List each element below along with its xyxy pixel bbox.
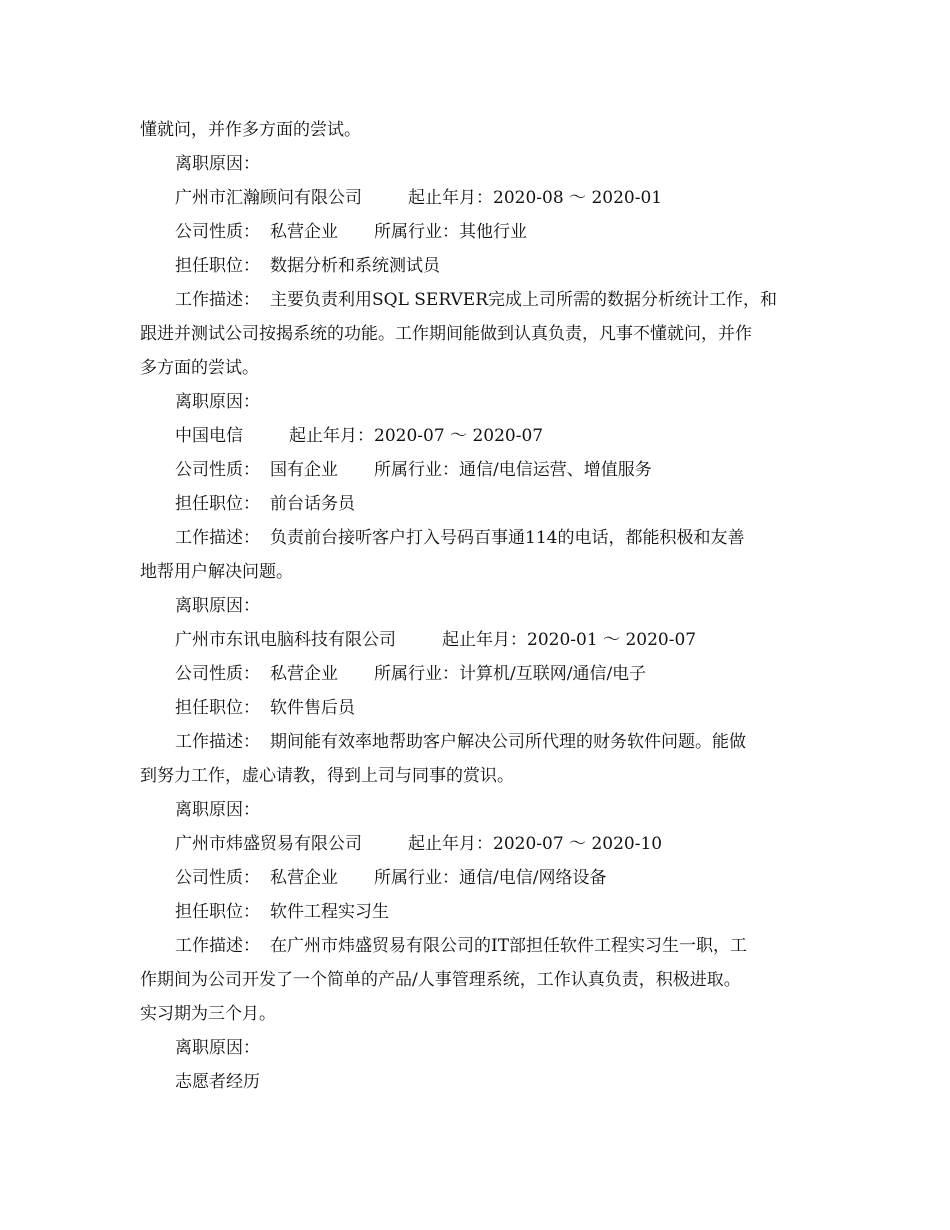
section-heading: 志愿者经历 (175, 1072, 260, 1092)
field-label: 离职原因： (175, 800, 260, 820)
position-row (140, 691, 812, 725)
field-label: 担任职位： (175, 698, 260, 718)
field-label: 工作描述： (175, 528, 260, 548)
company-header (140, 419, 812, 453)
position: 软件售后员 (270, 698, 355, 718)
company-type: 私营企业 (270, 222, 338, 242)
document-body (140, 113, 812, 1099)
company-name: 中国电信 (175, 426, 243, 446)
description-text: 主要负责利用SQL SERVER完成上司所需的数据分析统计工作，和 (270, 290, 778, 310)
section-heading-volunteer (140, 1065, 812, 1099)
company-header (140, 181, 812, 215)
description-text: 在广州市炜盛贸易有限公司的IT部担任软件工程实习生一职，工 (270, 936, 748, 956)
text-fragment: 懂就问，并作多方面的尝试。 (140, 120, 361, 140)
position-row (140, 249, 812, 283)
industry: 所属行业：计算机/互联网/通信/电子 (374, 664, 647, 684)
company-header (140, 827, 812, 861)
description-text: 跟进并测试公司按揭系统的功能。工作期间能做到认真负责，凡事不懂就问，并作 (140, 324, 752, 344)
description-row (140, 929, 812, 963)
description-text: 实习期为三个月。 (140, 1004, 276, 1024)
field-label: 离职原因： (175, 392, 260, 412)
leave-reason (140, 385, 812, 419)
company-header (140, 623, 812, 657)
description-text: 到努力工作，虚心请教，得到上司与同事的赏识。 (140, 766, 514, 786)
leave-reason (140, 147, 812, 181)
text-line (140, 113, 812, 147)
date-range: 起止年月：2020-08 ～ 2020-01 (408, 188, 663, 208)
field-label: 公司性质： (175, 868, 260, 888)
company-type: 私营企业 (270, 664, 338, 684)
company-name: 广州市炜盛贸易有限公司 (175, 834, 362, 854)
company-type: 私营企业 (270, 868, 338, 888)
field-label: 担任职位： (175, 494, 260, 514)
industry: 所属行业：通信/电信/网络设备 (374, 868, 607, 888)
position-row (140, 895, 812, 929)
description-row (140, 521, 812, 555)
company-type: 国有企业 (270, 460, 338, 480)
field-label: 离职原因： (175, 154, 260, 174)
company-type-row (140, 453, 812, 487)
text-line (140, 555, 812, 589)
text-line (140, 759, 812, 793)
text-line (140, 317, 812, 351)
company-type-row (140, 657, 812, 691)
field-label: 工作描述： (175, 290, 260, 310)
leave-reason (140, 1031, 812, 1065)
date-range: 起止年月：2020-01 ～ 2020-07 (442, 630, 697, 650)
date-range: 起止年月：2020-07 ～ 2020-10 (408, 834, 663, 854)
position: 数据分析和系统测试员 (270, 256, 440, 276)
field-label: 公司性质： (175, 222, 260, 242)
text-line (140, 963, 812, 997)
leave-reason (140, 589, 812, 623)
leave-reason (140, 793, 812, 827)
industry: 所属行业：通信/电信运营、增值服务 (374, 460, 652, 480)
field-label: 工作描述： (175, 936, 260, 956)
description-text: 负责前台接听客户打入号码百事通114的电话，都能积极和友善 (270, 528, 745, 548)
position-row (140, 487, 812, 521)
company-name: 广州市东讯电脑科技有限公司 (175, 630, 396, 650)
description-row (140, 283, 812, 317)
description-row (140, 725, 812, 759)
field-label: 担任职位： (175, 902, 260, 922)
description-text: 作期间为公司开发了一个简单的产品/人事管理系统，工作认真负责，积极进取。 (140, 970, 741, 990)
industry: 所属行业：其他行业 (374, 222, 527, 242)
position: 软件工程实习生 (270, 902, 389, 922)
field-label: 工作描述： (175, 732, 260, 752)
date-range: 起止年月：2020-07 ～ 2020-07 (289, 426, 544, 446)
company-type-row (140, 215, 812, 249)
field-label: 离职原因： (175, 596, 260, 616)
field-label: 担任职位： (175, 256, 260, 276)
field-label: 公司性质： (175, 460, 260, 480)
text-line (140, 997, 812, 1031)
description-text: 多方面的尝试。 (140, 358, 259, 378)
field-label: 公司性质： (175, 664, 260, 684)
company-type-row (140, 861, 812, 895)
field-label: 离职原因： (175, 1038, 260, 1058)
description-text: 期间能有效率地帮助客户解决公司所代理的财务软件问题。能做 (270, 732, 746, 752)
company-name: 广州市汇瀚顾问有限公司 (175, 188, 362, 208)
description-text: 地帮用户解决问题。 (140, 562, 293, 582)
text-line (140, 351, 812, 385)
position: 前台话务员 (270, 494, 355, 514)
